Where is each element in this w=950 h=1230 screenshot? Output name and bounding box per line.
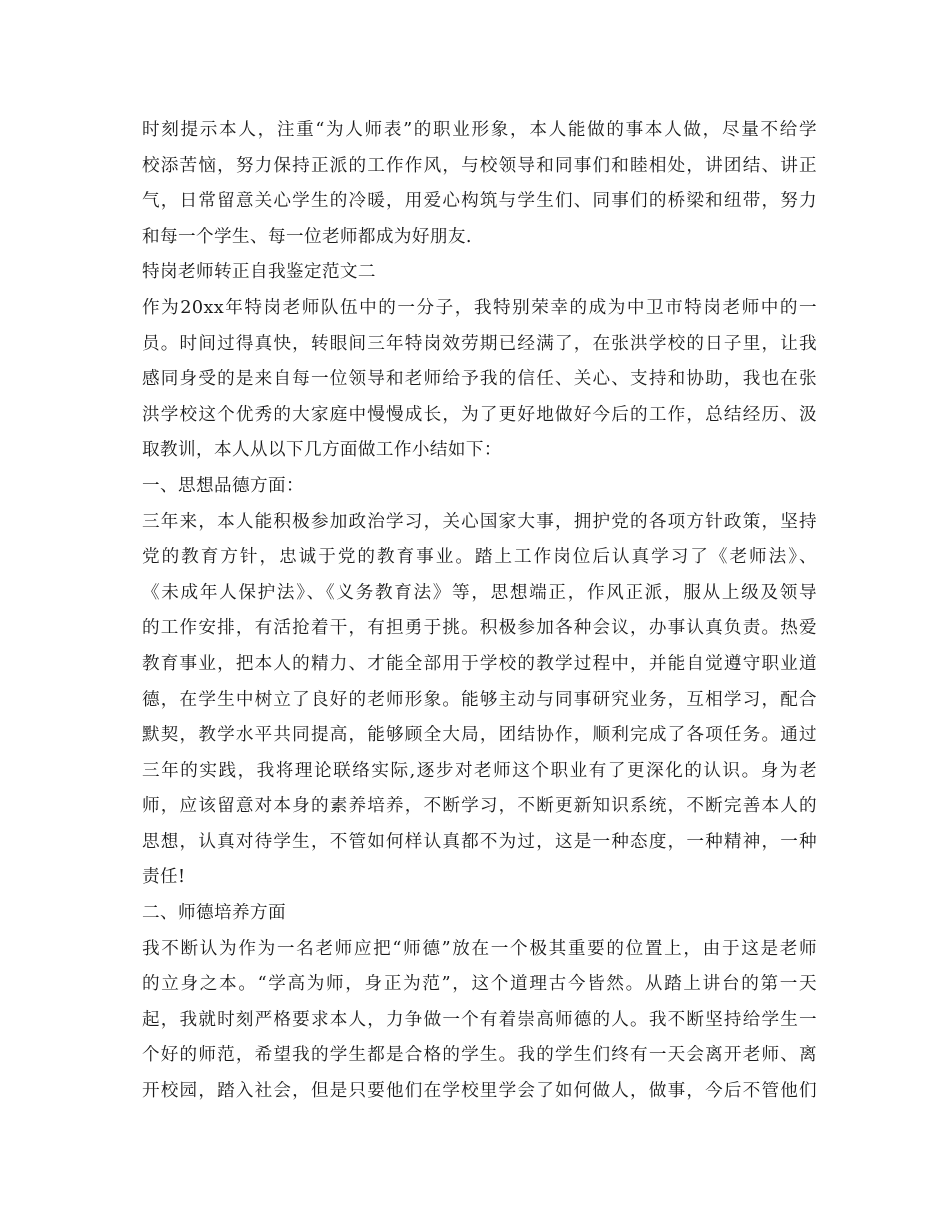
text-line: 三年的实践，我将理论联络实际,逐步对老师这个职业有了更深化的认识。身为老 bbox=[142, 760, 817, 781]
text-line: 气，日常留意关心学生的冷暖，用爱心构筑与学生们、同事们的桥梁和纽带，努力 bbox=[142, 191, 817, 212]
text-line: 员。时间过得真快，转眼间三年特岗效劳期已经满了，在张洪学校的日子里，让我 bbox=[142, 333, 817, 354]
text-line: 取教训，本人从以下几方面做工作小结如下： bbox=[142, 440, 502, 461]
text-line: 洪学校这个优秀的大家庭中慢慢成长，为了更好地做好今后的工作，总结经历、汲 bbox=[142, 404, 817, 425]
text-line: 的立身之本。“学高为师，身正为范”，这个道理古今皆然。从踏上讲台的第一天 bbox=[142, 974, 817, 995]
text-line: 党的教育方针，忠诚于党的教育事业。踏上工作岗位后认真学习了《老师法》、 bbox=[142, 547, 817, 568]
text-line: 的工作安排，有活抢着干，有担勇于挑。积极参加各种会议，办事认真负责。热爱 bbox=[142, 618, 817, 639]
text-line: 特岗老师转正自我鉴定范文二 bbox=[142, 262, 376, 283]
text-line: 默契，教学水平共同提高，能够顾全大局，团结协作，顺利完成了各项任务。通过 bbox=[142, 725, 817, 746]
text-line: 德，在学生中树立了良好的老师形象。能够主动与同事研究业务，互相学习，配合 bbox=[142, 689, 817, 710]
text-line: 责任! bbox=[142, 867, 186, 888]
text-line: 《未成年人保护法》、《义务教育法》等，思想端正，作风正派，服从上级及领导 bbox=[142, 582, 817, 603]
text-line: 二、师德培养方面 bbox=[142, 903, 286, 924]
text-line: 起，我就时刻严格要求本人，力争做一个有着崇高师德的人。我不断坚持给学生一 bbox=[142, 1009, 817, 1030]
text-line: 开校园，踏入社会，但是只要他们在学校里学会了如何做人，做事，今后不管他们 bbox=[142, 1081, 817, 1102]
text-line: 三年来，本人能积极参加政治学习，关心国家大事，拥护党的各项方针政策，坚持 bbox=[142, 511, 817, 532]
text-line: 校添苦恼，努力保持正派的工作作风，与校领导和同事们和睦相处，讲团结、讲正 bbox=[142, 155, 817, 176]
text-line: 思想，认真对待学生，不管如何样认真都不为过，这是一种态度，一种精神，一种 bbox=[142, 831, 817, 852]
text-line: 一、思想品德方面： bbox=[142, 475, 304, 496]
text-line: 师，应该留意对本身的素养培养，不断学习，不断更新知识系统，不断完善本人的 bbox=[142, 796, 817, 817]
text-line: 时刻提示本人，注重“为人师表”的职业形象，本人能做的事本人做，尽量不给学 bbox=[142, 120, 817, 140]
text-line: 作为20xx年特岗老师队伍中的一分子，我特别荣幸的成为中卫市特岗老师中的一 bbox=[142, 297, 817, 318]
document-body bbox=[142, 113, 817, 1110]
text-line: 个好的师范，希望我的学生都是合格的学生。我的学生们终有一天会离开老师、离 bbox=[142, 1045, 817, 1066]
text-line: 感同身受的是来自每一位领导和老师给予我的信任、关心、支持和协助，我也在张 bbox=[142, 369, 817, 390]
text-line: 和每一个学生、每一位老师都成为好朋友. bbox=[142, 226, 472, 247]
text-line: 教育事业，把本人的精力、才能全部用于学校的教学过程中，并能自觉遵守职业道 bbox=[142, 653, 817, 674]
text-line: 我不断认为作为一名老师应把“师德”放在一个极其重要的位置上，由于这是老师 bbox=[142, 938, 817, 959]
